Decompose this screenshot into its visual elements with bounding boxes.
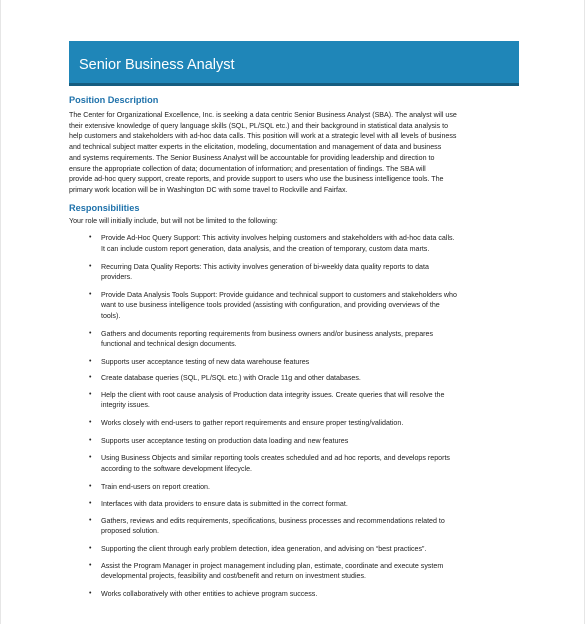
responsibility-text-line: Train end-users on report creation.	[101, 482, 210, 491]
responsibilities-heading: Responsibilities	[69, 202, 140, 213]
position-description-heading: Position Description	[69, 95, 159, 105]
responsibility-text-line: Gathers, reviews and edits requirements, specifications, business processes and recommendations related to	[101, 517, 445, 526]
responsibility-item	[69, 561, 519, 581]
position-description-line: and systems requirements. The Senior Business Analyst will be accountable for providing leadership and direction to	[69, 153, 435, 162]
position-description-line: help customers and stakeholders with ad-hoc data calls. This position will work at a strategic level with all levels of business	[69, 132, 457, 141]
responsibility-text-line: Interfaces with data providers to ensure data is submitted in the correct format.	[101, 499, 348, 508]
responsibility-text-line: according to the software development lifecycle.	[101, 464, 253, 473]
responsibility-text-line: Using Business Objects and similar reporting tools creates scheduled and ad hoc reports, and develops reports	[101, 454, 450, 463]
title-banner	[69, 41, 519, 86]
responsibility-text-line: tools).	[101, 311, 121, 320]
responsibility-item	[69, 373, 519, 383]
bullet-icon: •	[89, 390, 92, 398]
responsibility-text-line: Assist the Program Manager in project management including plan, estimate, coordinate and execute system	[101, 561, 444, 570]
responsibility-item	[69, 453, 519, 473]
responsibility-item	[69, 589, 519, 599]
responsibility-item	[69, 329, 519, 349]
responsibility-text-line: want to use business intelligence tools provided (assisting with configuration, and providing overviews of the	[101, 301, 440, 310]
responsibility-text-line: functional and technical design documents.	[101, 339, 237, 348]
bullet-icon: •	[89, 544, 92, 552]
responsibility-text-line: It can include custom report generation, data analysis, and the creation of temporary, custom data marts.	[101, 244, 430, 253]
position-description-line: The Center for Organizational Excellence, Inc. is seeking a data centric Senior Business Analyst (SBA). The analyst will use	[69, 111, 457, 119]
bullet-icon: •	[89, 499, 92, 507]
position-description-line: primary work location will be in Washington DC with some travel to Rockville and Fairfax.	[69, 185, 348, 194]
bullet-icon: •	[89, 517, 92, 525]
document-body	[69, 94, 519, 599]
bullet-icon: •	[89, 234, 92, 242]
responsibility-item	[69, 418, 519, 428]
responsibility-item	[69, 390, 519, 410]
page-title: Senior Business Analyst	[79, 57, 235, 73]
position-description-line: provide ad-hoc query support, create reports, and provide support to users who use the business intelligence tools. The	[69, 175, 444, 184]
bullet-icon: •	[89, 418, 92, 426]
responsibility-text-line: Help the client with root cause analysis of Production data integrity issues. Create queries that will resolve the	[101, 390, 445, 399]
bullet-icon: •	[89, 329, 92, 337]
responsibility-item	[69, 436, 519, 446]
responsibilities-list	[69, 233, 519, 599]
responsibility-text-line: Supports user acceptance testing on production data loading and new features	[101, 437, 349, 446]
bullet-icon: •	[89, 374, 92, 382]
bullet-icon: •	[89, 482, 92, 490]
responsibility-text-line: Gathers and documents reporting requirements from business owners and/or business analysts, prepares	[101, 329, 433, 338]
responsibility-text-line: Works collaboratively with other entities to achieve program success.	[101, 590, 318, 599]
responsibility-text-line: Works closely with end-users to gather report requirements and ensure proper testing/validation.	[101, 418, 404, 427]
responsibilities-intro: Your role will initially include, but will not be limited to the following:	[69, 216, 278, 225]
responsibility-item	[69, 516, 519, 536]
bullet-icon: •	[89, 291, 92, 299]
responsibility-item	[69, 499, 519, 509]
responsibility-text-line: providers.	[101, 272, 133, 281]
responsibility-text-line: proposed solution.	[101, 527, 159, 536]
bullet-icon: •	[89, 454, 92, 462]
responsibility-item	[69, 544, 519, 554]
position-description-line: their extensive knowledge of query language skills (SQL, PL/SQL etc.) and their background in statistical data analysis to	[69, 121, 449, 130]
position-description-line: ensure the appropriate collection of data; documentation of information; and presentation of findings. The SBA will	[69, 164, 426, 173]
responsibility-item	[69, 290, 519, 321]
bullet-icon: •	[89, 561, 92, 569]
bullet-icon: •	[89, 590, 92, 598]
responsibility-text-line: Supporting the client through early problem detection, idea generation, and advising on “best practices”.	[101, 544, 427, 553]
responsibility-text-line: Recurring Data Quality Reports: This activity involves generation of bi-weekly data quality reports to data	[101, 262, 429, 271]
responsibility-text-line: Supports user acceptance testing of new data warehouse features	[101, 358, 310, 367]
bullet-icon: •	[89, 358, 92, 366]
responsibility-item	[69, 233, 519, 253]
responsibility-text-line: developmental projects, feasibility and cost/benefit and return on investment studies.	[101, 572, 366, 580]
responsibility-item	[69, 357, 519, 367]
responsibility-text-line: integrity issues.	[101, 400, 150, 409]
position-description-paragraph	[69, 110, 519, 196]
responsibility-text-line: Provide Data Analysis Tools Support: Provide guidance and technical support to customers and stakeholders who	[101, 291, 457, 300]
responsibility-item	[69, 482, 519, 492]
bullet-icon: •	[89, 437, 92, 445]
position-description-line: and technical subject matter experts in the elicitation, modeling, documentation and management of data and business	[69, 143, 442, 152]
responsibility-text-line: Provide Ad-Hoc Query Support: This activity involves helping customers and stakeholders with ad-hoc data calls.	[101, 234, 455, 243]
responsibility-item	[69, 262, 519, 282]
responsibility-text-line: Create database queries (SQL, PL/SQL etc.) with Oracle 11g and other databases.	[101, 374, 361, 383]
bullet-icon: •	[89, 262, 92, 270]
